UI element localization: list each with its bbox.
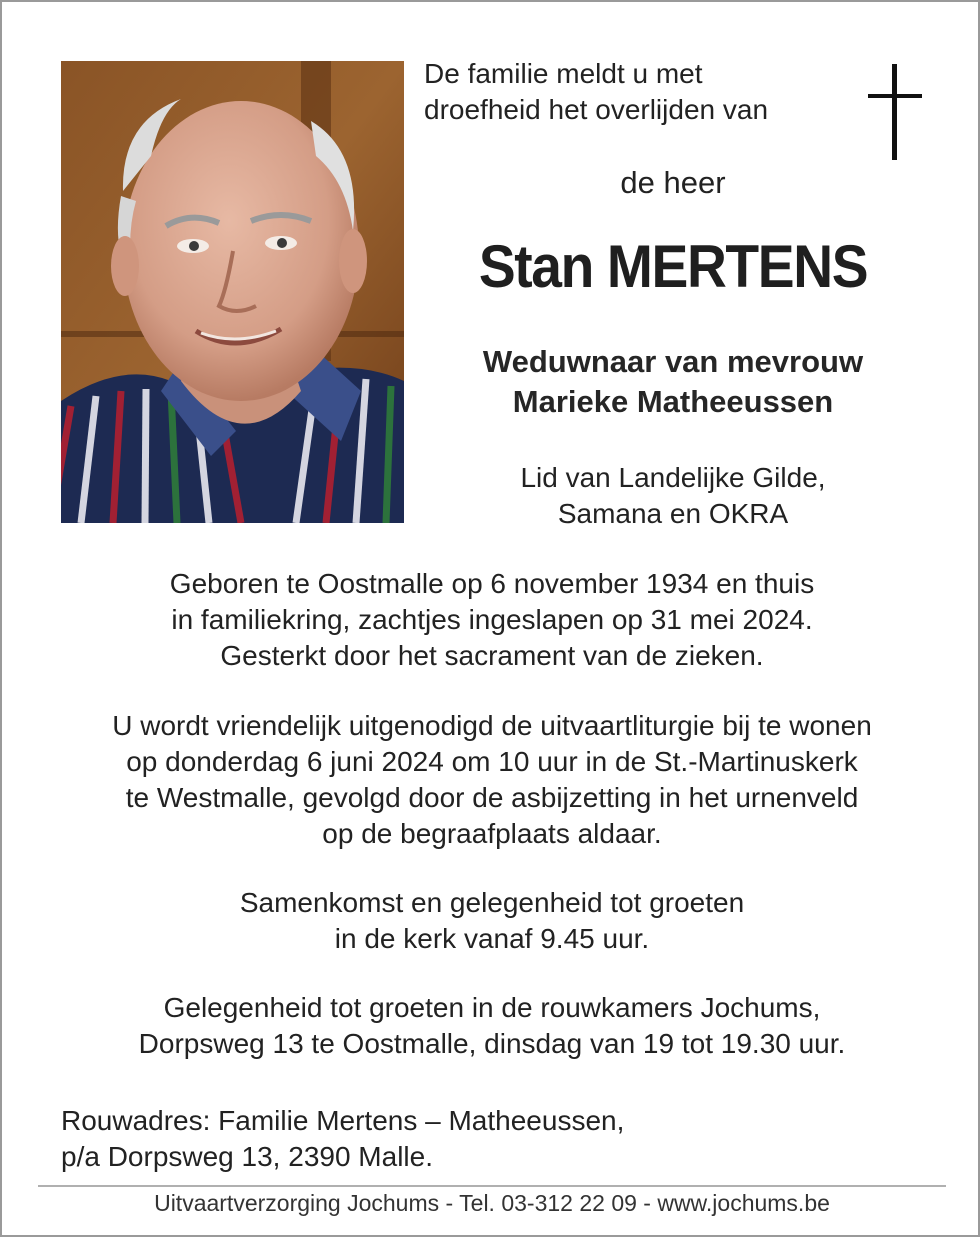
deceased-name: Stan MERTENS [478,233,868,300]
gathering-line: Samenkomst en gelegenheid tot groeten [239,887,745,918]
footer-divider [38,1185,946,1187]
funeral-home-footer: Uitvaartverzorging Jochums - Tel. 03-312 22 09 - www.jochums.be [154,1190,830,1216]
funeral-line: te Westmalle, gevolgd door de asbijzetting in het urnenveld [125,782,859,813]
address-line: Rouwadres: Familie Mertens – Matheeussen, [61,1105,625,1136]
latin-cross-icon [864,64,926,162]
intro-line-1: De familie meldt u met [424,58,703,89]
funeral-line: op donderdag 6 juni 2024 om 10 uur in de St.-Martinuskerk [126,746,858,777]
funeral-line: op de begraafplaats aldaar. [322,818,662,849]
address-line: p/a Dorpsweg 13, 2390 Malle. [61,1141,433,1172]
birth-death-paragraph [42,566,942,674]
visitation-paragraph [42,990,942,1062]
birth-death-line: in familiekring, zachtjes ingeslapen op 31 mei 2024. [171,604,813,635]
gathering-line: in de kerk vanaf 9.45 uur. [334,923,650,954]
mourning-address [61,1103,921,1175]
portrait-photo [61,61,404,523]
intro-text [424,56,844,128]
membership-line-1: Lid van Landelijke Gilde, [520,462,826,493]
membership-line-2: Samana en OKRA [557,498,789,529]
visitation-line: Dorpsweg 13 te Oostmalle, dinsdag van 19 tot 19.30 uur. [138,1028,846,1059]
salutation: de heer [620,165,726,200]
intro-line-2: droefheid het overlijden van [424,94,769,125]
birth-death-line: Geboren te Oostmalle op 6 november 1934 en thuis [169,568,815,599]
widower-of [432,342,914,422]
funeral-line: U wordt vriendelijk uitgenodigd de uitvaartliturgie bij te wonen [112,710,872,741]
widower-line-2: Marieke Matheeussen [512,384,834,419]
funeral-paragraph [42,708,942,852]
widower-line-1: Weduwnaar van mevrouw [482,344,864,379]
visitation-line: Gelegenheid tot groeten in de rouwkamers Jochums, [163,992,821,1023]
birth-death-line: Gesterkt door het sacrament van de zieken. [220,640,764,671]
gathering-paragraph [42,885,942,957]
membership [432,460,914,532]
